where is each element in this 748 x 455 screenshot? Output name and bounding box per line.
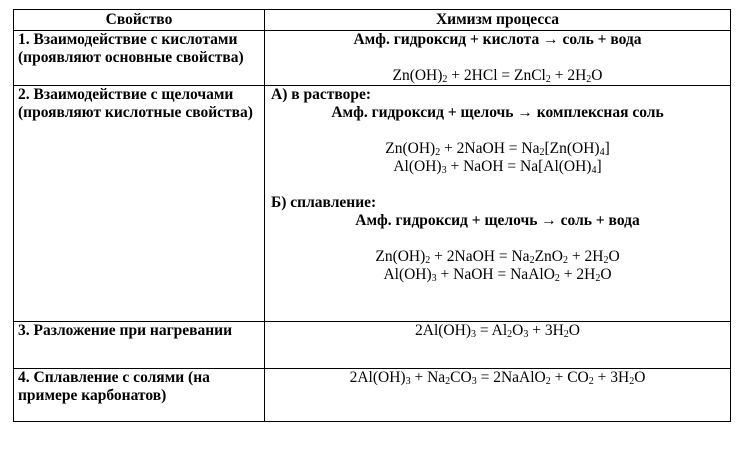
table-row <box>14 369 731 422</box>
table-row <box>14 86 731 322</box>
chemism-cell <box>265 322 731 369</box>
equation: $2Al(OH)_3 + Na_2CO_3$ = 2NaAlO$_2$ + $CO_2 + 3H_2O$ <box>349 369 646 387</box>
table-row <box>14 322 731 369</box>
properties-table <box>13 9 731 422</box>
equation: $Zn(OH)_2$ + 2NaOH = $Na_2ZnO_2 + 2H_2O$ <box>375 248 620 266</box>
header-property: Свойство <box>14 10 265 31</box>
equation: $Zn(OH)_2$ + 2NaOH = $Na_2[Zn(OH)_4]$ <box>385 140 610 158</box>
reaction-scheme: Амф. гидроксид + щелочь → соль + вода <box>355 212 640 229</box>
chemism-cell <box>265 31 731 86</box>
part-a-label: А) в растворе: <box>271 86 372 103</box>
equation: $Zn(OH)_2 + 2HCl$ = ZnCl$_2$ + $2H_2O$ <box>392 67 603 85</box>
table-row <box>14 31 731 86</box>
reaction-scheme: Амф. гидроксид + кислота → соль + вода <box>353 31 642 48</box>
equation: $Al(OH)_3$ + NaOH = $Na[Al(OH)_4]$ <box>393 158 602 176</box>
property-cell: 1. Взаимодействие с кислотами (проявляют основные свойства) <box>14 31 265 86</box>
equation: $Al(OH)_3$ + NaOH = NaAlO$_2$ + $2H_2O$ <box>383 266 612 284</box>
property-cell: 2. Взаимодействие с щелочами (проявляют кислотные свойства) <box>14 86 265 322</box>
chemism-cell <box>265 86 731 322</box>
chemism-cell <box>265 369 731 422</box>
part-b-label: Б) сплавление: <box>271 194 377 211</box>
reaction-scheme: Амф. гидроксид + щелочь → комплексная соль <box>331 104 664 121</box>
header-row <box>14 10 731 31</box>
equation: $2Al(OH)_3 = Al_2O_3 + 3H_2O$ <box>415 322 580 340</box>
property-cell: 4. Сплавление с солями (на примере карбонатов) <box>14 369 265 422</box>
header-chemism: Химизм процесса <box>265 10 731 31</box>
property-cell: 3. Разложение при нагревании <box>14 322 265 369</box>
